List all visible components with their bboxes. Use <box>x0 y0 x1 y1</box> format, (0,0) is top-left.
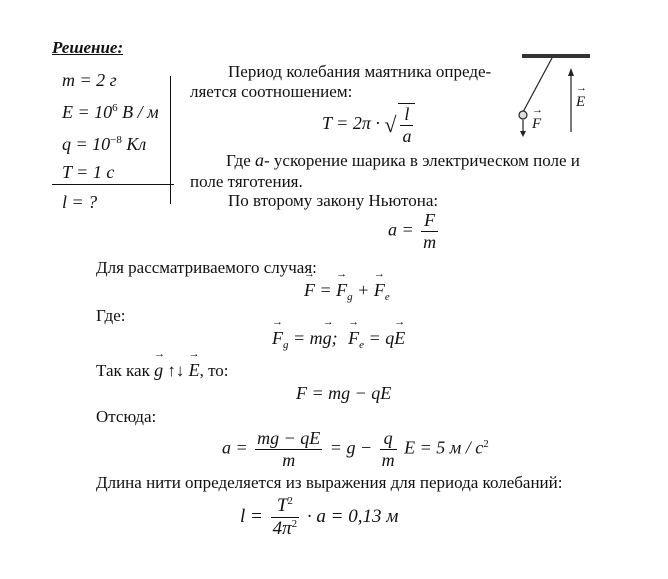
newton-formula <box>388 210 441 253</box>
acc-num-1: mg − qE <box>257 428 321 448</box>
since-suffix: , то: <box>199 361 229 380</box>
period-den: a <box>402 126 412 146</box>
given-horizontal-divider <box>52 184 174 185</box>
acc-exp: 2 <box>483 437 489 450</box>
fg-eq: = m <box>293 328 323 348</box>
since-prefix: Так как <box>96 361 150 380</box>
given-find: l = ? <box>62 192 98 212</box>
fe-sub: e <box>359 339 365 351</box>
newton-den: m <box>423 232 437 252</box>
field-arrow-head <box>568 68 574 76</box>
sum-g-sub: g <box>347 291 353 303</box>
period-num: l <box>404 104 410 124</box>
acceleration-formula <box>222 428 489 471</box>
where-a-line-2: поле тяготения. <box>190 172 303 191</box>
solution-heading: Решение: <box>52 38 124 57</box>
force-arrow-head <box>520 131 526 137</box>
given-mass: m = 2 г <box>62 70 117 90</box>
newton-text: По второму закону Ньютона: <box>228 191 439 210</box>
len-num-exp: 2 <box>287 495 293 507</box>
fg-gvec: → g <box>323 328 332 349</box>
acc-lhs: a = <box>222 437 248 458</box>
hence-text: Отсюда: <box>96 407 157 426</box>
force-label: → F <box>532 116 541 133</box>
since-line <box>96 360 229 381</box>
period-text-1: Период колебания маятника опреде- <box>228 62 492 81</box>
acc-tail: E = 5 м / c <box>404 437 484 458</box>
where-a-prefix: Где <box>226 151 251 170</box>
period-lhs: T = 2π · <box>322 113 380 134</box>
fg-semicolon: ; <box>331 328 338 348</box>
given-field-base: E = 10 <box>62 102 113 122</box>
sum-Fg: → F <box>336 280 347 301</box>
acc-mid: = g − <box>329 437 373 458</box>
sum-Fe: → F <box>374 280 385 301</box>
length-formula <box>240 495 398 540</box>
field-label: → E <box>576 94 585 111</box>
sum-e-sub: e <box>384 291 390 303</box>
where-a-line <box>226 150 580 171</box>
given-charge-base: q = 10 <box>62 134 111 154</box>
acc-den-1: m <box>255 449 322 471</box>
newton-lhs: a = <box>388 219 414 240</box>
acc-den-2: m <box>381 450 395 470</box>
since-arrows: ↑↓ <box>167 361 185 380</box>
where-a-rest: - ускорение шарика в электрическом поле и <box>264 151 580 170</box>
given-field <box>62 102 159 123</box>
len-den: 4π <box>272 518 292 539</box>
since-E: → E <box>189 360 200 381</box>
period-formula <box>322 103 415 147</box>
sum-eq: = <box>319 280 332 300</box>
sqrt-sign: √ <box>384 112 397 137</box>
period-text-2: ляется соотношением: <box>190 82 353 101</box>
fg-F: → F <box>272 328 283 349</box>
fe-E: → E <box>394 328 405 349</box>
fg-sub: g <box>283 339 289 351</box>
length-text: Длина нити определяется из выражения для периода колебаний: <box>96 473 563 492</box>
fe-F: → F <box>348 328 359 349</box>
fe-eq: = q <box>368 328 395 348</box>
given-charge-unit: Кл <box>126 134 147 154</box>
sum-plus: + <box>357 280 370 300</box>
where-a-var: a <box>255 150 264 170</box>
given-charge-exp: −8 <box>110 134 122 146</box>
net-force-formula: F = mg − qE <box>296 383 392 403</box>
force-sum-formula <box>304 280 390 301</box>
newton-num: F <box>424 210 436 230</box>
len-num: T <box>276 495 288 516</box>
len-den-exp: 2 <box>291 518 298 530</box>
pendulum-ball <box>519 111 527 119</box>
given-charge <box>62 134 146 155</box>
given-field-unit: В / м <box>122 102 159 122</box>
forces-formula <box>272 328 405 349</box>
case-text: Для рассматриваемого случая: <box>96 258 317 277</box>
given-field-exp: 6 <box>112 102 118 114</box>
sum-F: → F <box>304 280 315 301</box>
len-tail: · a = 0,13 м <box>306 505 399 527</box>
where-text: Где: <box>96 306 126 325</box>
acc-num-2: q <box>383 428 393 448</box>
len-lhs: l = <box>240 505 263 527</box>
given-period: T = 1 c <box>62 162 115 182</box>
since-g: → g <box>154 360 163 381</box>
